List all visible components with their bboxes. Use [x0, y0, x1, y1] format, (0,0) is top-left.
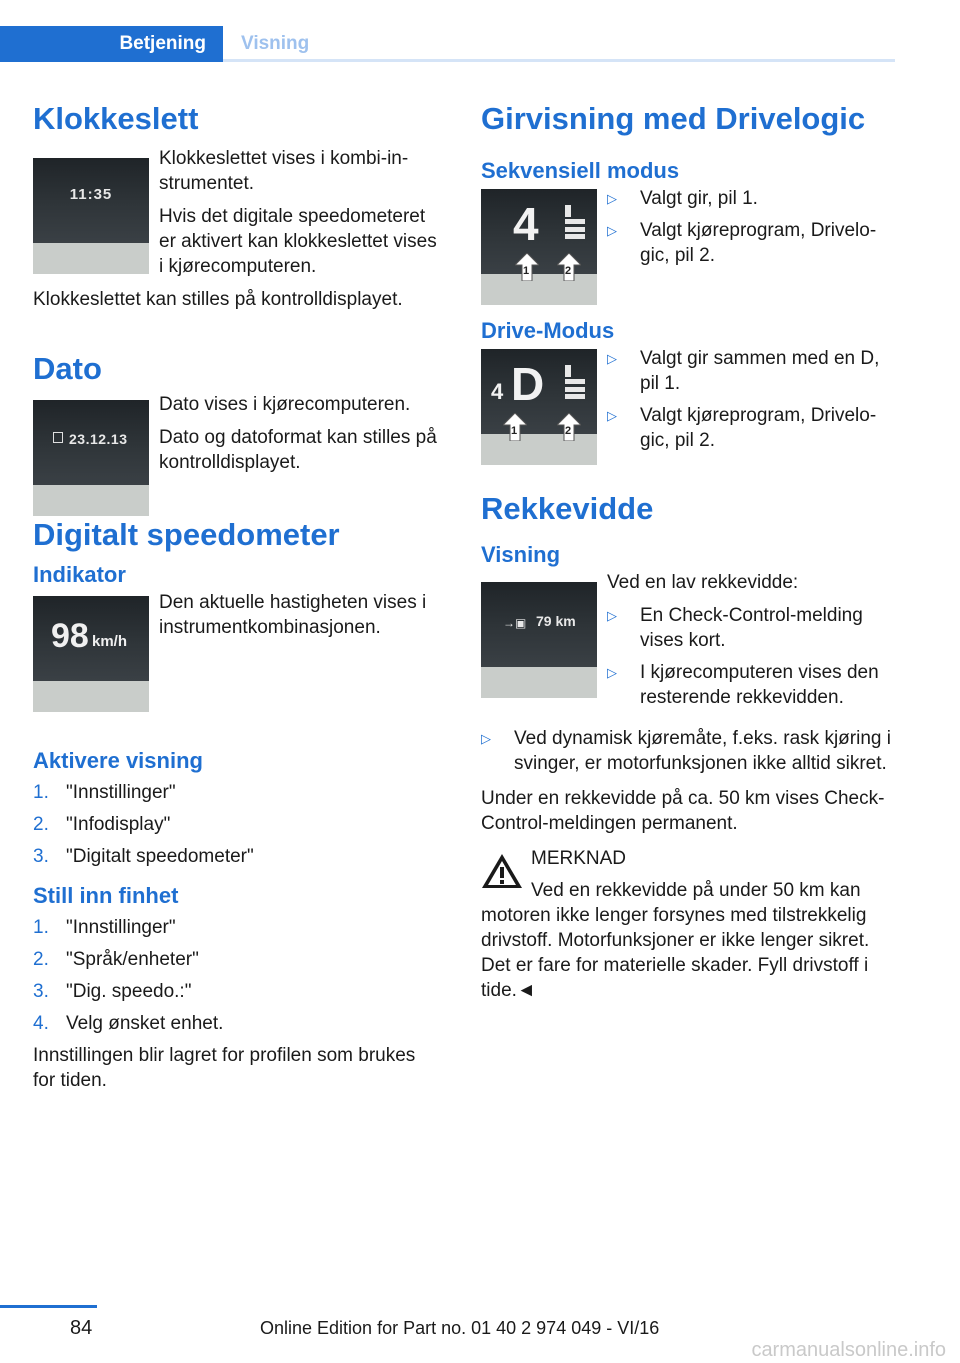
drive-modus-list	[607, 346, 896, 453]
finhet-heading: Still inn finhet	[33, 883, 179, 908]
list-item: 3. "Dig. speedo.:"	[33, 981, 192, 1002]
range-display-image	[481, 582, 597, 698]
date-heading: Dato	[33, 351, 102, 386]
finhet-text: Innstillingen blir lagret for profilen som brukes for tiden.	[33, 1045, 416, 1091]
gear-display-image-1	[481, 189, 597, 305]
list-item: 2. "Språk/enheter"	[33, 949, 199, 970]
date-text-2: Dato og datoformat kan stilles på kontrolldisplayet.	[159, 427, 437, 473]
note-text-1: Ved en rekkevidde på under 50 km kan	[531, 880, 861, 901]
watermark: carmanualsonline.info	[751, 1339, 946, 1361]
drive-modus-heading: Drive-Modus	[481, 318, 615, 343]
visning-heading: Visning	[481, 542, 561, 567]
list-item: ▷ Ved dynamisk kjøremåte, f.eks. rask kjøring i svinger, er motorfunksjonen ikke alltid sikret.	[481, 728, 891, 774]
date-display-text: 23.12.13	[69, 431, 128, 447]
list-item: 1. "Innstillinger"	[33, 917, 176, 938]
range-display-text: 79 km	[536, 613, 576, 629]
range-intro: Ved en lav rekkevidde:	[607, 572, 799, 593]
clock-section	[33, 146, 440, 279]
list-item: 2. "Infodisplay"	[33, 814, 171, 835]
date-display-image	[33, 400, 149, 516]
aktivere-heading: Aktivere visning	[33, 748, 203, 773]
clock-heading: Klokkeslett	[33, 101, 199, 136]
list-item: 1. "Innstillinger"	[33, 782, 176, 803]
speedo-heading: Digitalt speedometer	[33, 517, 340, 552]
speedo-value: 98	[51, 617, 89, 655]
drive-modus-section	[481, 346, 896, 474]
page-number: 84	[70, 1317, 93, 1339]
tab-betjening[interactable]: Betjening	[0, 26, 223, 62]
gear-heading: Girvisning med Drivelogic	[481, 101, 866, 136]
list-item: ▷ Valgt gir, pil 1.	[607, 188, 758, 209]
arrow-label-1: 1	[523, 265, 530, 277]
clock-text-1: Klokkeslettet vises i kombi-instrumentet.	[159, 148, 409, 194]
speedo-unit: km/h	[92, 633, 128, 650]
sekvensiell-heading: Sekvensiell modus	[481, 158, 680, 183]
list-item: ▷ Valgt kjøreprogram, Drivelogic, pil 2.	[607, 220, 877, 266]
note-title: MERKNAD	[531, 848, 627, 869]
list-item: ▷ I kjørecomputeren vises den resterende rekkevidden.	[607, 662, 879, 708]
note-text-2: motoren ikke lenger forsynes med tilstrekkelig drivstoff. Motorfunksjoner er ikke lenger sikret. Det er fare for materielle skader. Fyll drivstoff i tide.◄	[481, 905, 870, 1001]
left-column	[33, 96, 440, 1101]
range-heading: Rekkevidde	[481, 491, 654, 526]
calendar-icon	[53, 432, 63, 443]
sekvensiell-section	[481, 186, 896, 308]
list-item: 3. "Digitalt speedometer"	[33, 846, 254, 867]
clock-text-3: Klokkeslettet kan stilles på kontrolldisplayet.	[33, 289, 403, 310]
aktivere-list	[33, 780, 440, 869]
range-list-2	[481, 726, 896, 776]
speedo-text-1: Den aktuelle hastigheten vises i instrumentkombinasjonen.	[159, 592, 427, 638]
arrow-label-2: 2	[565, 425, 572, 437]
clock-display-image	[33, 158, 149, 274]
footer-divider	[0, 1305, 97, 1308]
list-item: 4. Velg ønsket enhet.	[33, 1013, 224, 1034]
finhet-list	[33, 915, 440, 1036]
date-section	[33, 392, 440, 508]
speedo-section	[33, 590, 440, 740]
gear-display-image-2	[481, 349, 597, 465]
date-text-1: Dato vises i kjørecomputeren.	[159, 394, 411, 415]
list-item: ▷ En Check-Control-melding vises kort.	[607, 605, 863, 651]
gear-small-number: 4	[491, 379, 504, 404]
speedo-display-image	[33, 596, 149, 712]
range-text: Under en rekkevidde på ca. 50 km vises Check-Control-meldingen permanent.	[481, 788, 885, 834]
warning-triangle-icon	[481, 852, 523, 890]
arrow-label-2: 2	[565, 265, 572, 277]
list-item: ▷ Valgt kjøreprogram, Drivelogic, pil 2.	[607, 405, 877, 451]
clock-display-text: 11:35	[69, 186, 113, 203]
arrow-label-1: 1	[511, 425, 518, 437]
range-section	[481, 570, 896, 720]
indikator-heading: Indikator	[33, 562, 126, 587]
drivelogic-icon	[563, 365, 587, 399]
clock-text-2: Hvis det digitale speedometeret er aktivert kan klokkeslettet vises i kjørecomputeren.	[159, 206, 437, 277]
list-item: ▷ Valgt gir sammen med en D, pil 1.	[607, 348, 880, 394]
range-list-1	[607, 603, 896, 710]
edition-text: Online Edition for Part no. 01 40 2 974 049 - VI/16	[260, 1318, 660, 1338]
header-tabs	[0, 26, 895, 62]
tab-visning[interactable]: Visning	[241, 33, 310, 54]
sekvensiell-list	[607, 186, 896, 268]
fuel-pump-icon: →▣	[503, 616, 527, 630]
warning-note	[481, 846, 896, 1003]
gear-drive-letter: D	[511, 358, 545, 410]
right-column	[481, 96, 896, 1011]
drivelogic-icon	[563, 205, 587, 239]
header-divider	[223, 59, 895, 62]
gear-number: 4	[513, 198, 539, 250]
